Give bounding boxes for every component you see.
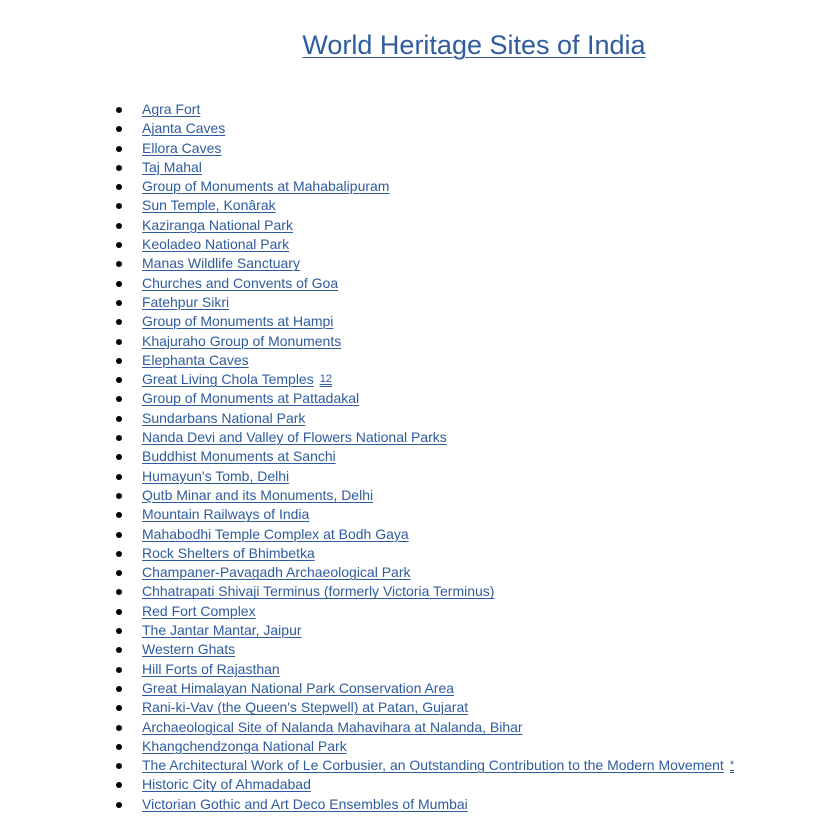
site-link[interactable]: [142, 370, 332, 389]
bullet-icon: [116, 744, 122, 750]
bullet-icon: [116, 319, 122, 325]
site-link[interactable]: [142, 447, 336, 466]
bullet-icon: [116, 763, 122, 769]
site-link[interactable]: [142, 293, 229, 312]
site-link-label: Champaner-Pavagadh Archaeological Park: [142, 564, 411, 581]
site-link-label: Great Himalayan National Park Conservation Area: [142, 679, 455, 696]
site-link-label: Qutb Minar and its Monuments, Delhi: [142, 486, 374, 503]
site-link-label: Taj Mahal: [142, 158, 202, 175]
bullet-icon: [116, 281, 122, 287]
site-link[interactable]: [142, 563, 411, 582]
site-link[interactable]: [142, 100, 200, 119]
site-link-label: Khangchendzonga National Park: [142, 737, 347, 754]
bullet-icon: [116, 474, 122, 480]
site-link-label: Buddhist Monuments at Sanchi: [142, 448, 336, 465]
bullet-icon: [116, 416, 122, 422]
site-link-label: Manas Wildlife Sanctuary: [142, 255, 300, 272]
bullet-icon: [116, 802, 122, 808]
bullet-icon: [116, 107, 122, 113]
bullet-icon: [116, 435, 122, 441]
site-link-label: Mahabodhi Temple Complex at Bodh Gaya: [142, 525, 409, 542]
site-link[interactable]: [142, 409, 305, 428]
site-link-label: Ajanta Caves: [142, 120, 226, 137]
site-link[interactable]: [142, 640, 235, 659]
site-link[interactable]: [142, 486, 373, 505]
site-link-label: Churches and Convents of Goa: [142, 274, 339, 291]
site-link[interactable]: [142, 525, 409, 544]
site-link[interactable]: [142, 196, 276, 215]
site-link[interactable]: [142, 582, 494, 601]
bullet-icon: [116, 609, 122, 615]
site-link-label: Red Fort Complex: [142, 602, 256, 619]
bullet-icon: [116, 396, 122, 402]
bullet-icon: [116, 261, 122, 267]
site-link[interactable]: [142, 139, 221, 158]
bullet-icon: [116, 667, 122, 673]
reference-link[interactable]: 12: [319, 373, 332, 386]
site-link-label: Keoladeo National Park: [142, 236, 290, 253]
bullet-icon: [116, 570, 122, 576]
bullet-icon: [116, 223, 122, 229]
site-link-label: Agra Fort: [142, 101, 201, 117]
site-link[interactable]: [142, 389, 359, 408]
site-link-label: Sun Temple, Konârak: [142, 197, 276, 214]
site-link-label: Humayun's Tomb, Delhi: [142, 467, 290, 484]
site-link[interactable]: [142, 756, 734, 775]
site-link-label: Sundarbans National Park: [142, 409, 306, 426]
page-title: World Heritage Sites of India: [302, 30, 646, 60]
site-link-label: Group of Monuments at Mahabalipuram: [142, 178, 390, 195]
bullet-icon: [116, 589, 122, 595]
site-link[interactable]: [142, 718, 523, 737]
site-link[interactable]: [142, 544, 315, 563]
site-link-label: Rani-ki-Vav (the Queen's Stepwell) at Patan, Gujarat: [142, 699, 469, 716]
site-link[interactable]: [142, 737, 347, 756]
site-link-label: Nanda Devi and Valley of Flowers National Parks: [142, 429, 447, 446]
bullet-icon: [116, 126, 122, 132]
reference-link[interactable]: *: [729, 759, 735, 772]
bullet-icon: [116, 358, 122, 364]
site-link[interactable]: [142, 177, 389, 196]
site-link[interactable]: [142, 679, 454, 698]
site-link[interactable]: [142, 602, 256, 621]
site-link[interactable]: [142, 621, 302, 640]
site-link[interactable]: [142, 312, 333, 331]
bullet-icon: [116, 203, 122, 209]
bullet-icon: [116, 551, 122, 557]
bullet-icon: [116, 493, 122, 499]
site-link-label: The Architectural Work of Le Corbusier, an Outstanding Contribution to the Modern Movement: [142, 757, 724, 774]
site-link[interactable]: [142, 775, 311, 794]
bullet-icon: [116, 512, 122, 518]
site-link[interactable]: [142, 158, 202, 177]
bullet-icon: [116, 782, 122, 788]
site-link-label: Kaziranga National Park: [142, 216, 293, 233]
bullet-icon: [116, 628, 122, 634]
bullet-icon: [116, 532, 122, 538]
bullet-icon: [116, 647, 122, 653]
site-link-label: Archaeological Site of Nalanda Mahavihara at Nalanda, Bihar: [142, 718, 523, 735]
site-link-label: Group of Monuments at Hampi: [142, 313, 334, 330]
site-link[interactable]: [142, 505, 309, 524]
site-link-label: Elephanta Caves: [142, 351, 249, 368]
site-link-label: Group of Monuments at Pattadakal: [142, 390, 360, 407]
site-link-label: Great Living Chola Temples: [142, 371, 314, 388]
bullet-icon: [116, 242, 122, 248]
bullet-icon: [116, 705, 122, 711]
site-link-label: Rock Shelters of Bhimbetka: [142, 544, 315, 561]
site-link[interactable]: [142, 428, 447, 447]
site-link[interactable]: [142, 698, 468, 717]
bullet-icon: [116, 454, 122, 460]
bullet-icon: [116, 339, 122, 345]
site-link-label: Hill Forts of Rajasthan: [142, 660, 280, 677]
site-link-label: Western Ghats: [142, 641, 236, 658]
site-link-label: Khajuraho Group of Monuments: [142, 332, 342, 349]
bullet-icon: [116, 300, 122, 306]
site-link-label: Victorian Gothic and Art Deco Ensembles of Mumbai: [142, 795, 468, 812]
bullet-icon: [116, 146, 122, 152]
site-link[interactable]: [142, 216, 293, 235]
site-link[interactable]: [142, 660, 280, 679]
bullet-icon: [116, 165, 122, 171]
site-link[interactable]: [142, 467, 289, 486]
site-link[interactable]: [142, 795, 468, 814]
site-link-label: Mountain Railways of India: [142, 506, 310, 523]
bullet-icon: [116, 377, 122, 383]
site-link[interactable]: [142, 254, 300, 273]
bullet-icon: [116, 725, 122, 731]
site-link-label: The Jantar Mantar, Jaipur: [142, 622, 302, 639]
site-link[interactable]: [142, 235, 289, 254]
site-link-label: Ellora Caves: [142, 139, 222, 156]
site-link-label: Historic City of Ahmadabad: [142, 776, 311, 793]
bullet-icon: [116, 686, 122, 692]
site-link[interactable]: [142, 119, 225, 138]
site-link[interactable]: [142, 274, 338, 293]
bullet-icon: [116, 184, 122, 190]
site-link-label: Chhatrapati Shivaji Terminus (formerly Victoria Terminus): [142, 583, 495, 600]
site-link-label: Fatehpur Sikri: [142, 293, 230, 310]
site-link[interactable]: [142, 332, 341, 351]
site-link[interactable]: [142, 351, 249, 370]
